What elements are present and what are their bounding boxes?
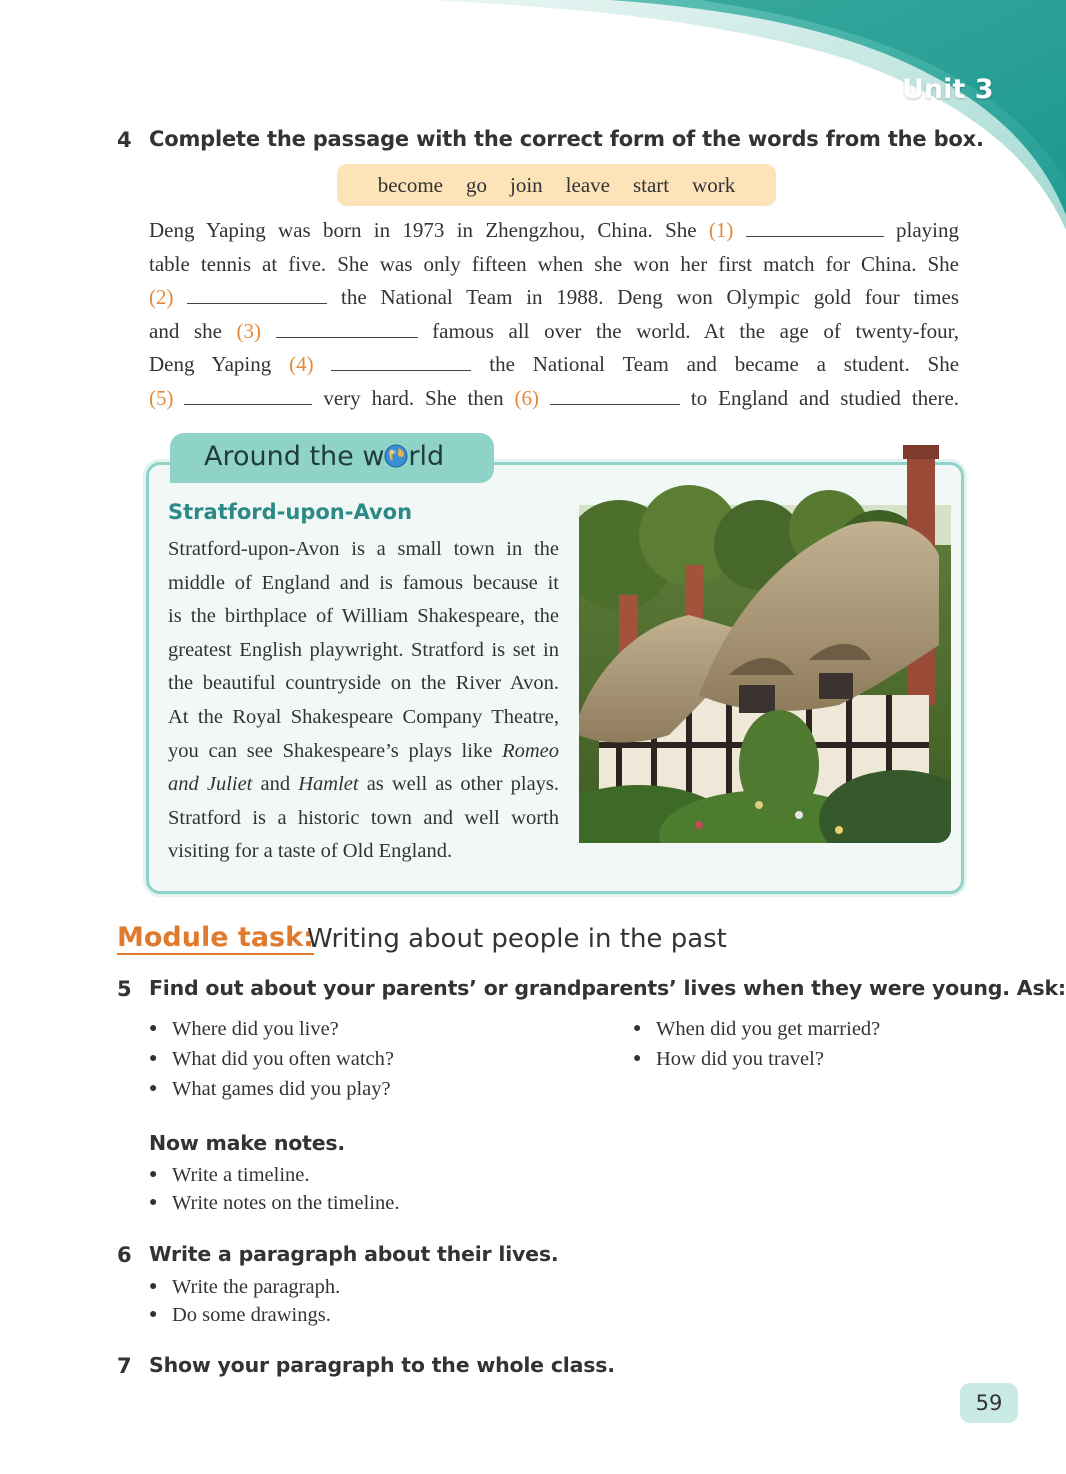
passage-line: (2) the National Team in 1988. Deng won Olympic gold four times <box>149 285 960 310</box>
list-item: ● How did you travel? <box>633 1044 880 1074</box>
globe-icon <box>384 444 408 468</box>
module-task-label: Module task: <box>117 922 314 953</box>
list-item: ● What did you often watch? <box>149 1044 394 1074</box>
cloze-passage <box>149 214 959 416</box>
word-option: become <box>377 172 443 197</box>
article-line: visiting for a taste of Old England. <box>168 840 453 863</box>
around-the-world-title: Around the w rld <box>204 441 445 472</box>
blank-number: (5) <box>149 385 174 410</box>
question-list-left <box>149 1014 394 1104</box>
list-item: ● When did you get married? <box>633 1014 880 1044</box>
unit-badge: Unit 3 <box>902 74 994 105</box>
word-option: start <box>632 172 670 197</box>
word-option: work <box>692 172 736 197</box>
exercise-6-list <box>149 1273 340 1329</box>
list-item: ● Write a timeline. <box>149 1161 399 1189</box>
article-line: and Juliet and Hamlet as well as other plays. <box>168 773 560 796</box>
article-heading: Stratford-upon-Avon <box>168 500 413 524</box>
module-task-title: Writing about people in the past <box>307 924 727 954</box>
answer-blank-2[interactable] <box>187 283 327 304</box>
list-item: ● What games did you play? <box>149 1074 394 1104</box>
list-item: ● Where did you live? <box>149 1014 394 1044</box>
word-option: leave <box>565 172 610 197</box>
article-text <box>168 533 559 869</box>
answer-blank-3[interactable] <box>276 317 418 338</box>
blank-number: (4) <box>289 352 314 377</box>
passage-line: Deng Yaping was born in 1973 in Zhengzhou, China. She (1) playing <box>149 218 960 242</box>
exercise-6-number: 6 <box>117 1243 132 1267</box>
word-option: join <box>510 172 543 197</box>
question-list-right <box>633 1014 880 1074</box>
passage-line: Deng Yaping (4) the National Team and became a student. She <box>149 352 960 377</box>
exercise-4-instruction: Complete the passage with the correct form of the words from the box. <box>149 127 984 151</box>
exercise-6-instruction: Write a paragraph about their lives. <box>149 1242 559 1266</box>
blank-number: (3) <box>236 318 261 343</box>
list-item: ● Write notes on the timeline. <box>149 1189 399 1217</box>
blank-number: (2) <box>149 285 174 310</box>
exercise-4-number: 4 <box>117 128 132 152</box>
article-line: Stratford-upon-Avon is a small town in the <box>168 538 559 560</box>
list-item: ● Write the paragraph. <box>149 1273 340 1301</box>
answer-blank-6[interactable] <box>550 384 680 405</box>
article-line: At the Royal Shakespeare Company Theatre, <box>168 705 559 728</box>
article-line: is the birthplace of William Shakespeare, the <box>168 605 559 628</box>
article-line: middle of England and is famous because it <box>168 571 559 594</box>
exercise-7-number: 7 <box>117 1354 132 1378</box>
word-option: go <box>466 172 487 197</box>
article-line: the beautiful countryside on the River Avon. <box>168 672 559 695</box>
answer-blank-4[interactable] <box>331 350 471 371</box>
passage-line: and she (3) famous all over the world. At the age of twenty-four, <box>149 318 959 343</box>
blank-number: (6) <box>514 385 540 410</box>
exercise-7-instruction: Show your paragraph to the whole class. <box>149 1353 615 1377</box>
thatched-cottage-photo <box>579 445 951 843</box>
notes-heading: Now make notes. <box>149 1131 346 1155</box>
word-box <box>337 164 776 206</box>
exercise-5-instruction: Find out about your parents’ or grandparents’ lives when they were young. Ask: <box>149 976 1066 1000</box>
passage-line: table tennis at five. She was only fifteen when she won her first match for China. She <box>149 251 959 276</box>
list-item: ● Do some drawings. <box>149 1301 340 1329</box>
passage-line: (5) very hard. She then (6) to England and studied there. <box>149 385 960 410</box>
article-line: you can see Shakespeare’s plays like Romeo <box>168 739 560 762</box>
blank-number: (1) <box>708 218 734 242</box>
answer-blank-1[interactable] <box>746 216 884 237</box>
notes-list <box>149 1161 399 1217</box>
article-line: greatest English playwright. Stratford is set in <box>168 638 559 661</box>
page-number: 59 <box>960 1383 1018 1423</box>
exercise-5-number: 5 <box>117 977 132 1001</box>
article-line: Stratford is a historic town and well worth <box>168 806 559 829</box>
answer-blank-5[interactable] <box>184 384 312 405</box>
